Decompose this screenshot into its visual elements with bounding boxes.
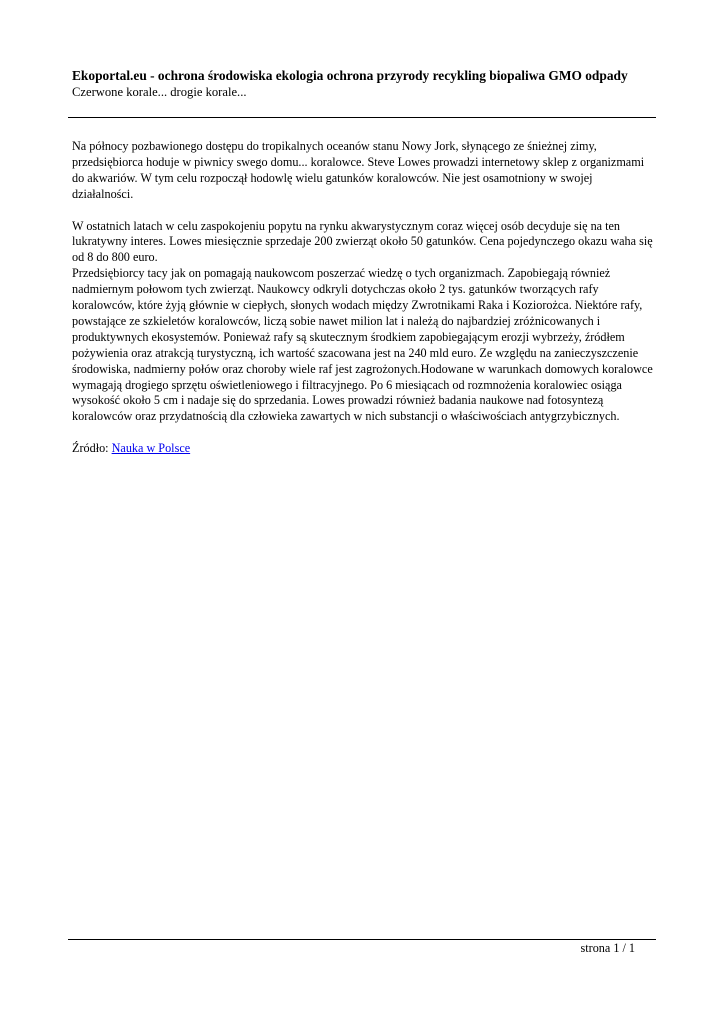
document-header bbox=[72, 68, 662, 100]
text-line: wymagają drogiego sprzętu oświetleniowego i filtracyjnego. Po 6 miesiącach od rozmnożenia koralowiec osiąga bbox=[72, 377, 622, 392]
header-divider bbox=[68, 117, 656, 118]
text-line: koralowców, które żyją głównie w ciepłych, słonych wodach między Zwrotnikami Raka i Koziorożca. Niektóre rafy, bbox=[72, 298, 643, 313]
text-line: koralowców oraz przydatnością dla człowieka zawartych w nich substancji o właściwościach antygrzybicznych. bbox=[72, 409, 620, 424]
page-number: strona 1 / 1 bbox=[580, 941, 635, 955]
text-line: do akwariów. W tym celu rozpoczął hodowlę wielu gatunków koralowców. Nie jest osamotniony w swojej bbox=[72, 170, 593, 185]
text-line: powstające ze szkieletów koralowców, liczą sobie nawet milion lat i należą do najbardziej zróżnicowanych i bbox=[72, 313, 601, 328]
text-line: przedsiębiorca hoduje w piwnicy swego domu... koralowce. Steve Lowes prowadzi internetowy sklep z organizmami bbox=[72, 154, 645, 169]
paragraph-2 bbox=[72, 219, 660, 267]
paragraph-1 bbox=[72, 139, 660, 203]
footer-divider bbox=[68, 939, 656, 940]
text-line: produktywnych ekosystemów. Ponieważ rafy są skutecznym środkiem zapobiegającym erozji wybrzeży, źródłem bbox=[72, 329, 625, 344]
source-line bbox=[72, 441, 660, 457]
text-line: pożywienia oraz atrakcją turystyczną, ich wartość szacowana jest na 240 mld euro. Ze względu na zanieczyszczenie bbox=[72, 345, 639, 360]
text-line: od 8 do 800 euro. bbox=[72, 250, 158, 265]
text-line: środowiska, nadmierny połów oraz choroby wiele raf jest zagrożonych.Hodowane w warunkach domowych koralowce bbox=[72, 361, 653, 376]
article-body bbox=[72, 139, 660, 457]
paragraph-spacer bbox=[72, 425, 660, 441]
source-link[interactable]: Nauka w Polsce bbox=[111, 441, 191, 456]
article-title: Czerwone korale... drogie korale... bbox=[72, 85, 247, 99]
text-line: Przedsiębiorcy tacy jak on pomagają naukowcom poszerzać wiedzę o tych organizmach. Zapobiegają również bbox=[72, 266, 611, 281]
text-line: działalności. bbox=[72, 186, 134, 201]
text-line: Na północy pozbawionego dostępu do tropikalnych oceanów stanu Nowy Jork, słynącego ze śnieżnej zimy, bbox=[72, 139, 597, 153]
text-line: wysokość około 5 cm i nadaje się do sprzedania. Lowes prowadzi również badania naukowe nad fotosyntezą bbox=[72, 393, 604, 408]
source-label: Źródło: bbox=[72, 441, 109, 456]
text-line: lukratywny interes. Lowes miesięcznie sprzedaje 200 zwierząt około 50 gatunków. Cena pojedynczego okazu waha się bbox=[72, 234, 653, 249]
text-line: W ostatnich latach w celu zaspokojeniu popytu na rynku akwarystycznym coraz więcej osób decyduje się na ten bbox=[72, 218, 621, 233]
text-line: nadmiernym połowom tych zwierząt. Naukowcy odkryli dotychczas około 2 tys. gatunków tworzących rafy bbox=[72, 282, 599, 297]
site-title: Ekoportal.eu - ochrona środowiska ekologia ochrona przyrody recykling biopaliwa GMO odpady bbox=[72, 68, 628, 83]
paragraph-3 bbox=[72, 266, 660, 425]
paragraph-spacer bbox=[72, 203, 660, 219]
